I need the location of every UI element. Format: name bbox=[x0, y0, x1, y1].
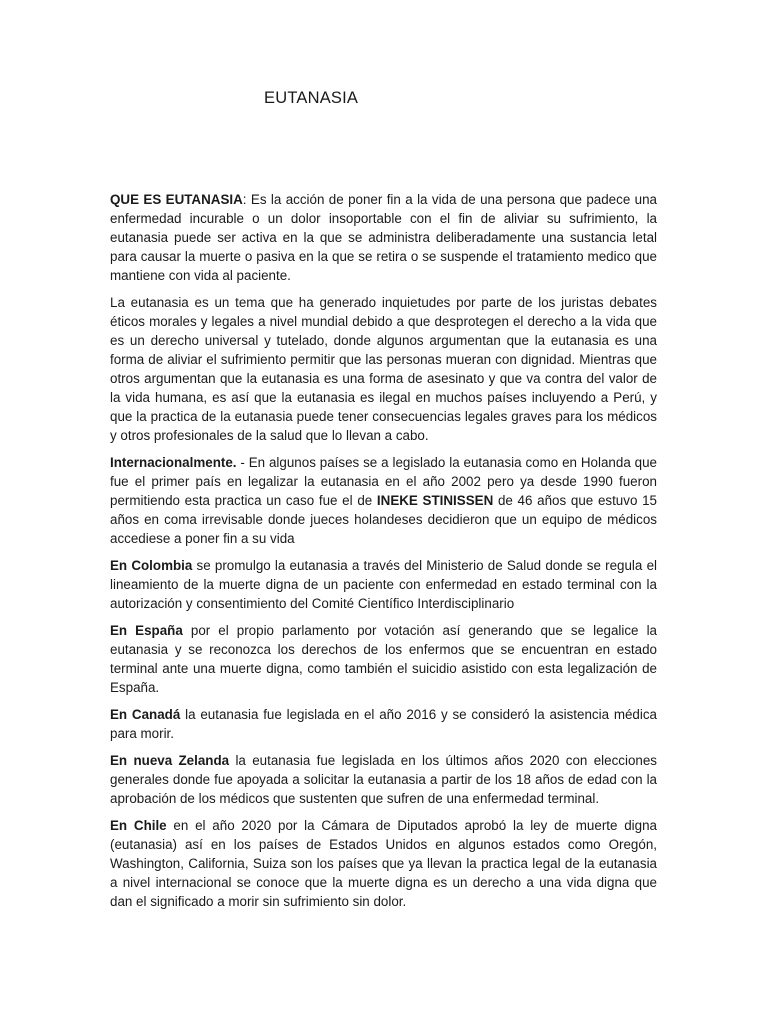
paragraph-canada bbox=[110, 705, 657, 743]
paragraph-lead: En Colombia bbox=[110, 558, 193, 573]
paragraph-text: por el propio parlamento por votación así generando que se legalice la eutanasia y se reconozca los derechos de los enfermos que se encuentran en estado terminal ante una muerte digna, como también el suicidio asistido con esta legalización de España. bbox=[110, 623, 657, 695]
paragraph-text: : Es la acción de poner fin a la vida de una persona que padece una enfermedad incurable o un dolor insoportable con el fin de aliviar su sufrimiento, la eutanasia puede ser activa en la que se administra deliberadamente una sustancia letal para causar la muerte o pasiva en la que se retira o se suspende el tratamiento medico que mantiene con vida al paciente. bbox=[110, 192, 657, 283]
paragraph-text: se promulgo la eutanasia a través del Ministerio de Salud donde se regula el lineamiento de la muerte digna de un paciente con enfermedad en estado terminal con la autorización y consentimiento del Comité Científico Interdisciplinario bbox=[110, 558, 657, 611]
case-name: INEKE STINISSEN bbox=[376, 493, 494, 508]
paragraph-text: la eutanasia fue legislada en los últimos años 2020 con elecciones generales donde fue apoyada a solicitar la eutanasia a partir de los 18 años de edad con la aprobación de los médicos que sustenten que sufren de una enfermedad terminal. bbox=[110, 753, 657, 806]
paragraph-lead: QUE ES EUTANASIA bbox=[110, 192, 243, 207]
document-body bbox=[110, 190, 657, 919]
paragraph-text: - En algunos países se a legislado la eutanasia como en Holanda que fue el primer país en legalizar la eutanasia en el año 2002 pero ya desde 1990 fueron permitiendo esta practica un caso fue el de bbox=[110, 455, 657, 508]
paragraph-lead: En Canadá bbox=[110, 707, 181, 722]
paragraph-text: de 46 años que estuvo 15 años en coma irrevisable donde jueces holandeses decidieron que un equipo de médicos accediese a poner fin a su vida bbox=[110, 493, 657, 546]
paragraph-text: en el año 2020 por la Cámara de Diputados aprobó la ley de muerte digna (eutanasia) así en los países de Estados Unidos en algunos estados como Oregón, Washington, California, Suiza son los países que ya llevan la practica legal de la eutanasia a nivel internacional se conoce que la muerte digna es un derecho a una vida digna que dan el significado a morir sin sufrimiento sin dolor. bbox=[110, 818, 657, 909]
paragraph-lead: Internacionalmente. bbox=[110, 455, 237, 470]
paragraph-text: La eutanasia es un tema que ha generado inquietudes por parte de los juristas debates éticos morales y legales a nivel mundial debido a que desprotegen el derecho a la vida que es un derecho universal y tutelado, donde algunos argumentan que la eutanasia es una forma de aliviar el sufrimiento permitir que las personas mueran con dignidad. Mientras que otros argumentan que la eutanasia es una forma de asesinato y que va contra del valor de la vida humana, es así que la eutanasia es ilegal en muchos países incluyendo a Perú, y que la practica de la eutanasia puede tener consecuencias legales graves para los médicos y otros profesionales de la salud que lo llevan a cabo. bbox=[110, 295, 657, 443]
paragraph-definition bbox=[110, 190, 657, 285]
paragraph-lead: En Chile bbox=[110, 818, 167, 833]
paragraph-colombia bbox=[110, 556, 657, 613]
paragraph-lead: En nueva Zelanda bbox=[110, 753, 230, 768]
paragraph-international bbox=[110, 453, 657, 548]
paragraph-chile bbox=[110, 816, 657, 911]
paragraph-spain bbox=[110, 621, 657, 697]
paragraph-debate bbox=[110, 293, 657, 445]
page-title: EUTANASIA bbox=[264, 89, 359, 107]
paragraph-new-zealand bbox=[110, 751, 657, 808]
paragraph-lead: En España bbox=[110, 623, 183, 638]
paragraph-text: la eutanasia fue legislada en el año 2016 y se consideró la asistencia médica para morir. bbox=[110, 707, 657, 741]
